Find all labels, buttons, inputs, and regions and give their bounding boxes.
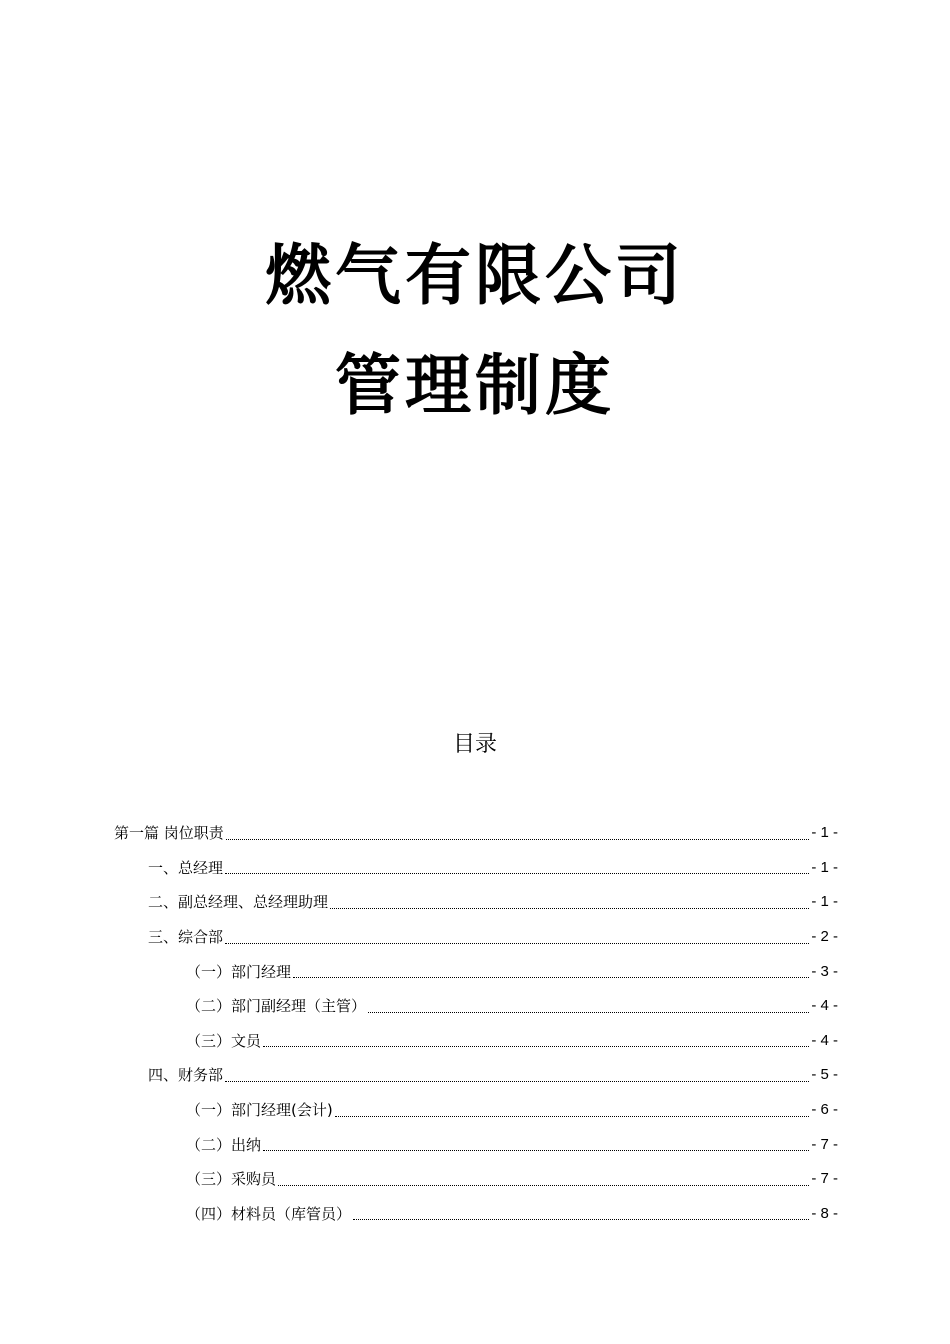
toc-entry[interactable] [114,920,838,955]
toc-entry-page: - 7 - [811,1135,838,1153]
toc-dot-leader [293,977,809,978]
toc-entry-page: - 1 - [811,858,838,876]
toc-entry[interactable] [114,1162,838,1197]
table-of-contents [114,816,838,1231]
toc-entry-page: - 4 - [811,1031,838,1049]
toc-entry[interactable] [114,816,838,851]
toc-entry[interactable] [114,1024,838,1059]
toc-dot-leader [263,1150,809,1151]
toc-heading: 目录 [452,732,497,757]
toc-entry-page: - 2 - [811,928,838,946]
toc-entry-label: （三）文员 [186,1031,262,1050]
toc-entry-page: - 6 - [811,1101,838,1119]
toc-entry-page: - 5 - [811,1066,838,1084]
toc-entry[interactable] [114,1127,838,1162]
toc-entry-label: （三）采购员 [186,1170,277,1189]
toc-entry-label: 三、综合部 [148,928,224,947]
toc-entry[interactable] [114,1197,838,1232]
toc-dot-leader [330,908,809,909]
toc-entry-page: - 8 - [811,1204,838,1222]
toc-dot-leader [278,1185,809,1186]
toc-entry-label: 四、财务部 [148,1066,224,1085]
toc-entry-label: （四）材料员（库管员） [186,1204,352,1223]
toc-entry-label: （一）部门经理(会计) [186,1101,333,1120]
toc-entry[interactable] [114,989,838,1024]
toc-entry-page: - 7 - [811,1170,838,1188]
toc-dot-leader [335,1116,810,1117]
toc-dot-leader [226,839,810,840]
toc-dot-leader [263,1046,809,1047]
toc-dot-leader [225,1081,809,1082]
toc-entry-label: 第一篇 岗位职责 [114,824,224,843]
toc-entry[interactable] [114,1093,838,1128]
toc-entry[interactable] [114,851,838,886]
toc-entry-label: （一）部门经理 [186,962,292,981]
document-title-line2: 管理制度 [335,347,615,424]
toc-entry[interactable] [114,954,838,989]
toc-entry-page: - 1 - [811,893,838,911]
toc-dot-leader [225,943,809,944]
toc-dot-leader [368,1012,809,1013]
toc-entry-page: - 1 - [811,824,838,842]
toc-dot-leader [225,873,809,874]
toc-entry-label: 二、副总经理、总经理助理 [148,893,329,912]
toc-dot-leader [353,1219,809,1220]
toc-entry-label: （二）出纳 [186,1135,262,1154]
document-title-line1: 燃气有限公司 [265,237,685,314]
toc-entry[interactable] [114,885,838,920]
toc-entry[interactable] [114,1058,838,1093]
toc-entry-label: （二）部门副经理（主管） [186,997,367,1016]
toc-entry-page: - 3 - [811,962,838,980]
toc-entry-label: 一、总经理 [148,858,224,877]
toc-entry-page: - 4 - [811,997,838,1015]
